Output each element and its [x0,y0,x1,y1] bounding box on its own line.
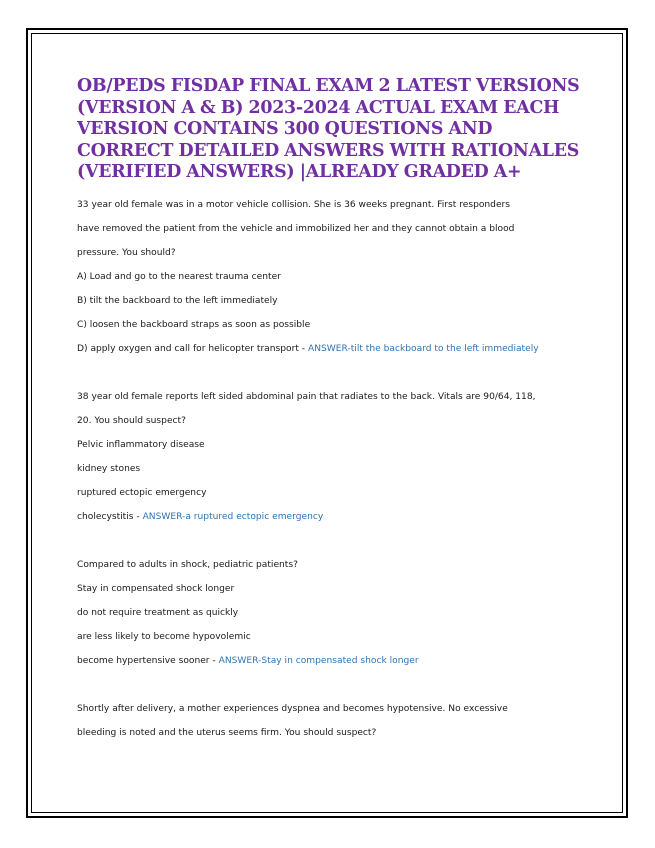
option: Pelvic inflammatory disease [77,439,205,450]
option-c: C) loosen the backboard straps as soon as possible [77,319,311,330]
spacer [77,673,587,697]
spacer [77,529,587,553]
option: cholecystitis - [77,511,143,522]
option: kidney stones [77,463,141,474]
question-text: Shortly after delivery, a mother experiences dyspnea and becomes hypotensive. No excessive [77,703,508,714]
document-title: OB/PEDS FISDAP FINAL EXAM 2 LATEST VERSIONS (VERSION A & B) 2023-2024 ACTUAL EXAM EACH VERSION CONTAINS 300 QUESTIONS AND CORRECT DETAILED ANSWERS WITH RATIONALES (VERIFIED ANSWERS) |ALREADY GRADED A+ [77,76,580,183]
option: Stay in compensated shock longer [77,583,235,594]
question-block [77,193,587,361]
option: ruptured ectopic emergency [77,487,207,498]
question-text: 20. You should suspect? [77,415,186,426]
question-text: 33 year old female was in a motor vehicle collision. She is 36 weeks pregnant. First responders [77,199,511,210]
option-with-answer [77,649,587,673]
option-d: D) apply oxygen and call for helicopter transport - [77,343,308,354]
option: do not require treatment as quickly [77,607,239,618]
option-with-answer [77,505,587,529]
question-block [77,385,587,529]
option: are less likely to become hypovolemic [77,631,251,642]
question-text: bleeding is noted and the uterus seems firm. You should suspect? [77,727,377,738]
answer-text: ANSWER-a ruptured ectopic emergency [142,511,324,522]
question-block [77,553,587,673]
document-body [77,76,587,745]
question-text: have removed the patient from the vehicle and immobilized her and they cannot obtain a blood [77,223,515,234]
option-b: B) tilt the backboard to the left immediately [77,295,278,306]
question-text: pressure. You should? [77,247,176,258]
option-d-with-answer [77,337,587,361]
option: become hypertensive sooner - [77,655,219,666]
answer-text: ANSWER-tilt the backboard to the left immediately [307,343,539,354]
question-text: 38 year old female reports left sided abdominal pain that radiates to the back. Vitals are 90/64, 118, [77,391,536,402]
spacer [77,361,587,385]
question-text: Compared to adults in shock, pediatric patients? [77,559,298,570]
answer-text: ANSWER-Stay in compensated shock longer [218,655,419,666]
question-block [77,697,587,745]
option-a: A) Load and go to the nearest trauma center [77,271,281,282]
